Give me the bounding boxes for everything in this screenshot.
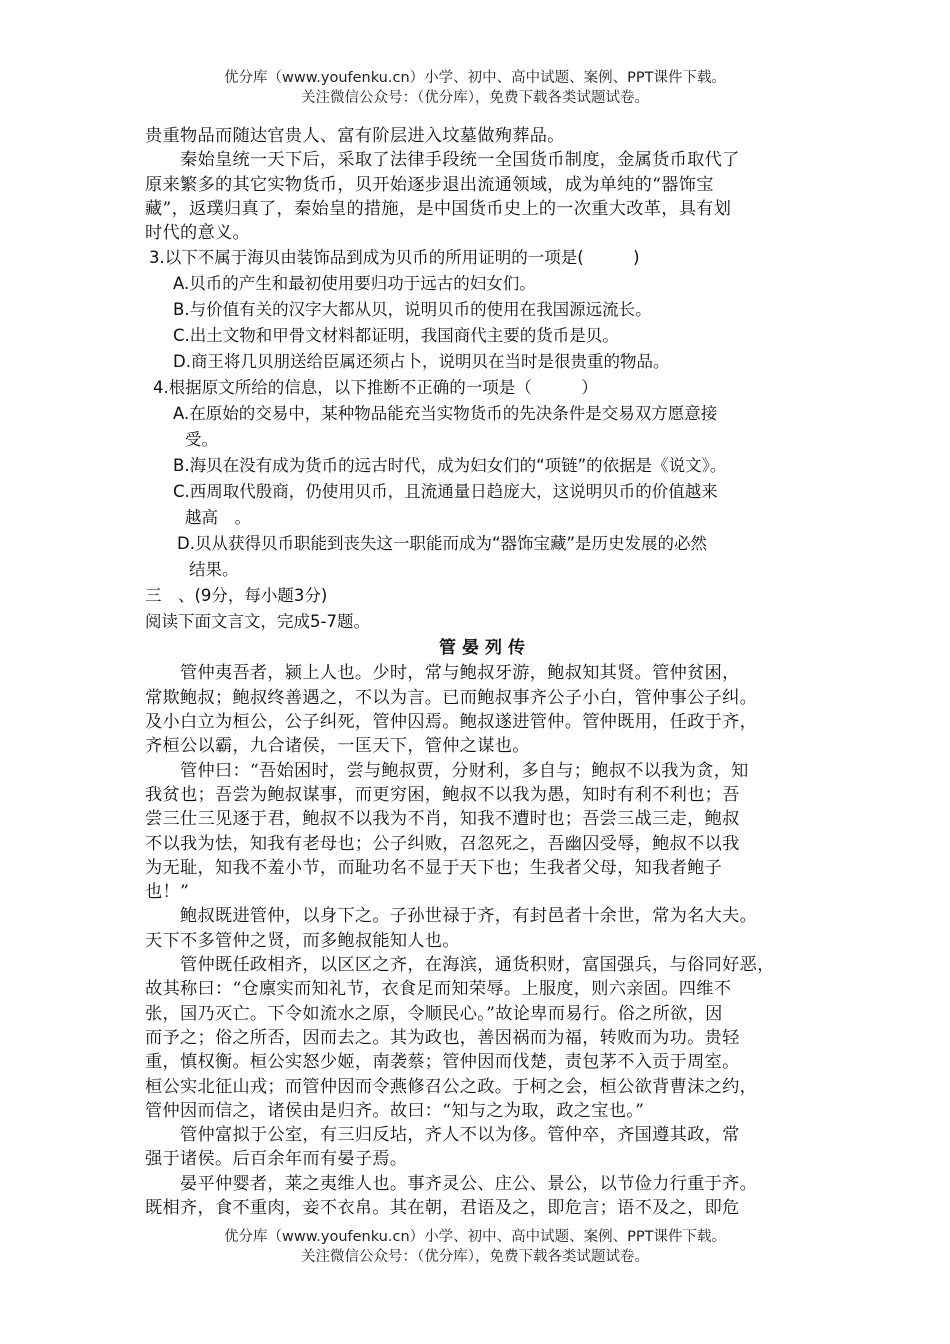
passage-line: 不以我为怯，知我有老母也；公子纠败，召忽死之，吾幽囚受辱，鲍叔不以我 — [145, 833, 740, 854]
passage-line: 我贫也；吾尝为鲍叔谋事，而更穷困，鲍叔不以我为愚，知时有利不利也；吾 — [145, 784, 740, 805]
footer-line-2: 关注微信公众号：（优分库），免费下载各类试题试卷。 — [301, 1249, 649, 1265]
question-3-option-a: A.贝币的产生和最初使用要归功于远古的妇女们。 — [173, 274, 536, 294]
question-3-option-c: C.出土文物和甲骨文材料都证明，我国商代主要的货币是贝。 — [173, 326, 619, 346]
text-line: 时代的意义。 — [145, 223, 250, 244]
question-4-stem: 4.根据原文所给的信息，以下推断不正确的一项是（ ） — [153, 378, 598, 398]
passage-line: 管仲夷吾者，颍上人也。少时，常与鲍叔牙游，鲍叔知其贤。管仲贫困， — [145, 663, 740, 684]
passage-line: 晏平仲婴者，莱之夷维人也。事齐灵公、庄公、景公，以节俭力行重于齐。 — [145, 1173, 758, 1194]
question-4 — [145, 375, 825, 583]
passage-line: 既相齐，食不重肉，妾不衣帛。其在朝，君语及之，即危言；语不及之，即危 — [145, 1198, 740, 1219]
intro-paragraph — [145, 124, 825, 245]
question-4-option-c: C.西周取代殷商，仍使用贝币，且流通量日趋庞大，这说明贝币的价值越来 — [173, 482, 718, 502]
page-footer — [0, 1227, 950, 1267]
passage-line: 重，慎权衡。桓公实怒少姬，南袭蔡；管仲因而伐楚，责包茅不入贡于周室。 — [145, 1052, 740, 1073]
question-3-stem: 3.以下不属于海贝由装饰品到成为贝币的所用证明的一项是( ) — [149, 248, 640, 268]
passage-line: 张，国乃灭亡。下令如流水之原，令顺民心。”故论卑而易行。俗之所欲，因 — [145, 1003, 723, 1024]
passage-line: 鲍叔既进管仲，以身下之。子孙世禄于齐，有封邑者十余世，常为名大夫。 — [145, 906, 758, 927]
passage-line: 为无耻，知我不羞小节，而耻功名不显于天下也；生我者父母，知我者鲍子 — [145, 857, 723, 878]
question-3-option-d: D.商王将几贝朋送给臣属还须占卜，说明贝在当时是很贵重的物品。 — [173, 352, 670, 372]
passage-line: 故其称曰：“仓廪实而知礼节，衣食足而知荣辱。上服度，则六亲固。四维不 — [145, 979, 732, 1000]
header-line-2: 关注微信公众号：（优分库），免费下载各类试题试卷。 — [301, 90, 649, 106]
text-line: 原来繁多的其它实物货币，贝开始逐步退出流通领域，成为单纯的“器饰宝 — [145, 174, 714, 195]
passage-line: 管仲富拟于公室，有三归反坫，齐人不以为侈。管仲卒，齐国遵其政，常 — [145, 1125, 740, 1146]
passage-title: 管晏列传 — [439, 638, 531, 659]
footer-line-1: 优分库（www.youfenku.cn）小学、初中、高中试题、案例、PPT课件下载。 — [224, 1229, 726, 1245]
passage-line: 常欺鲍叔；鲍叔终善遇之，不以为言。已而鲍叔事齐公子小白，管仲事公子纠。 — [145, 687, 758, 708]
question-3-option-b: B.与价值有关的汉字大都从贝，说明贝币的使用在我国源远流长。 — [173, 300, 652, 320]
document-body — [145, 124, 825, 1220]
question-4-option-a-cont: 受。 — [185, 430, 218, 450]
passage-line: 天下不多管仲之贤，而多鲍叔能知人也。 — [145, 930, 460, 951]
passage-line: 管仲因而信之，诸侯由是归齐。故曰：“知与之为取，政之宝也。” — [145, 1100, 645, 1121]
question-4-option-b: B.海贝在没有成为货币的远古时代，成为妇女们的“项链”的依据是《说文》。 — [173, 456, 727, 476]
classical-passage — [145, 661, 825, 1220]
question-4-option-d: D.贝从获得贝币职能到丧失这一职能而成为“器饰宝藏”是历史发展的必然 — [177, 534, 708, 554]
page-header — [0, 68, 950, 108]
question-4-option-a: A.在原始的交易中，某种物品能充当实物货币的先决条件是交易双方愿意接 — [173, 404, 718, 424]
question-4-option-d-cont: 结果。 — [189, 560, 239, 580]
passage-line: 尝三仕三见逐于君，鲍叔不以我为不肖，知我不遭时也；吾尝三战三走，鲍叔 — [145, 809, 740, 830]
passage-line: 齐桓公以霸，九合诸侯，一匡天下，管仲之谋也。 — [145, 736, 530, 757]
passage-line: 强于诸侯。后百余年而有晏子焉。 — [145, 1149, 408, 1170]
text-line: 秦始皇统一天下后，采取了法律手段统一全国货币制度，金属货币取代了 — [145, 150, 740, 171]
question-3 — [145, 245, 825, 375]
text-line: 贵重物品而随达官贵人、富有阶层进入坟墓做殉葬品。 — [145, 126, 565, 146]
question-4-option-c-cont: 越高 。 — [185, 508, 251, 528]
passage-line: 管仲既任政相齐，以区区之齐，在海滨，通货积财，富国强兵，与俗同好恶， — [145, 955, 775, 976]
passage-line: 也！” — [145, 882, 190, 903]
passage-line: 管仲曰：“吾始困时，尝与鲍叔贾，分财利，多自与；鲍叔不以我为贪，知 — [145, 760, 749, 781]
header-line-1: 优分库（www.youfenku.cn）小学、初中、高中试题、案例、PPT课件下载。 — [224, 70, 726, 86]
text-line: 藏”，返璞归真了，秦始皇的措施，是中国货币史上的一次重大改革，具有划 — [145, 198, 732, 219]
passage-line: 而予之；俗之所否，因而去之。其为政也，善因祸而为福，转败而为功。贵轻 — [145, 1027, 740, 1048]
passage-line: 桓公实北征山戎；而管仲因而令燕修召公之政。于柯之会，桓公欲背曹沫之约， — [145, 1076, 758, 1097]
passage-line: 及小白立为桓公，公子纠死，管仲囚焉。鲍叔遂进管仲。管仲既用，任政于齐， — [145, 712, 758, 733]
section-heading: 三 、(9分，每小题3分) — [145, 586, 328, 606]
section-instruction: 阅读下面文言文，完成5-7题。 — [145, 612, 370, 632]
